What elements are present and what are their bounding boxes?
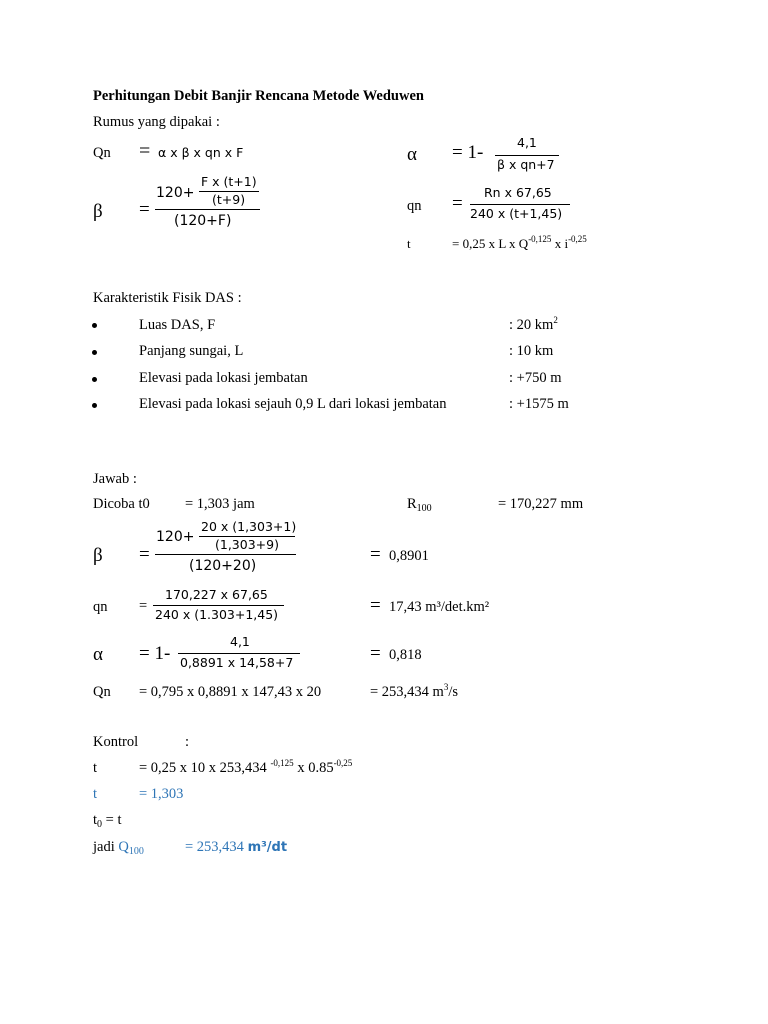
q100-value: = 253,434 m³/dt	[185, 839, 288, 855]
qn-symbol: qn	[407, 198, 422, 214]
fraction-bar	[470, 204, 570, 205]
beta-top-denominator: (1,303+9)	[215, 537, 279, 552]
alpha-numerator: 4,1	[517, 135, 537, 150]
qn-numerator: Rn x 67,65	[484, 185, 552, 200]
das-item-value: : +1575 m	[509, 396, 569, 412]
beta-top-prefix: 120+	[156, 185, 195, 201]
equals-sign: =	[370, 643, 381, 664]
bullet-icon	[92, 323, 97, 328]
alpha-symbol: α	[93, 644, 103, 665]
t-symbol: t	[93, 786, 98, 802]
beta-top-numerator: F x (t+1)	[201, 174, 257, 189]
qn-result: 17,43 m³/det.km²	[389, 599, 490, 615]
qn-numerator: 170,227 x 67,65	[165, 587, 268, 602]
das-item-label: Luas DAS, F	[139, 317, 216, 333]
rumus-label: Rumus yang dipakai :	[93, 114, 220, 130]
beta-result: 0,8901	[389, 548, 429, 564]
das-item-label: Elevasi pada lokasi sejauh 0,9 L dari lokasi jembatan	[139, 396, 447, 412]
qn-formula-lhs: Qn	[93, 145, 111, 161]
beta-top-prefix: 120+	[156, 529, 195, 545]
r100-value: = 170,227 mm	[498, 496, 584, 512]
fraction-bar	[155, 209, 260, 210]
fraction-bar	[155, 554, 296, 555]
equals-sign: =	[370, 595, 381, 616]
kontrol-label: Kontrol	[93, 734, 139, 750]
fraction-bar	[178, 653, 300, 654]
t-formula-rhs: = 0,25 x L x $Q^{-0,125}$ x $i^{-0,25}$	[452, 234, 587, 251]
beta-symbol: β	[93, 201, 103, 222]
beta-denominator: (120+F)	[174, 213, 232, 229]
das-item-value: : 20 $km^2$	[509, 315, 558, 333]
t-symbol: t	[93, 760, 98, 776]
Qn-expression: = 0,795 x 0,8891 x 147,43 x 20	[139, 684, 322, 700]
qn-formula-rhs: α x β x qn x F	[158, 145, 244, 160]
kontrol-colon: :	[185, 734, 190, 750]
beta-denominator: (120+20)	[189, 558, 257, 574]
das-item-value: : +750 m	[509, 370, 562, 386]
t-value: = 1,303	[139, 786, 184, 802]
alpha-one-minus: = 1-	[452, 142, 484, 163]
r100-label: $R_{100}$	[407, 496, 432, 514]
equals-sign: =	[452, 193, 463, 214]
dicoba-label: Dicoba t0	[93, 496, 150, 512]
das-heading: Karakteristik Fisik DAS :	[93, 290, 242, 306]
Qn-result: = 253,434 $m^3/s$	[370, 682, 459, 700]
alpha-symbol: α	[407, 144, 417, 165]
qn-denominator: 240 x (t+1,45)	[470, 206, 563, 221]
page-title: Perhitungan Debit Banjir Rencana Metode Weduwen	[93, 88, 424, 104]
equals-sign: =	[139, 199, 150, 220]
qn-denominator: 240 x (1.303+1,45)	[155, 607, 279, 622]
equals-sign: =	[139, 544, 150, 565]
das-item-label: Elevasi pada lokasi jembatan	[139, 370, 308, 386]
t0-equals-t: $t_0 = t$	[93, 812, 122, 830]
equals-sign: =	[139, 598, 148, 614]
t-symbol: t	[407, 236, 411, 251]
bullet-icon	[92, 377, 97, 382]
das-item-value: : 10 km	[509, 343, 554, 359]
alpha-denominator: β x qn+7	[497, 157, 555, 172]
q100-label: $Q_{100}$	[118, 839, 144, 857]
fraction-bar	[495, 155, 559, 156]
alpha-numerator: 4,1	[230, 634, 250, 649]
alpha-denominator: 0,8891 x 14,58+7	[180, 655, 294, 670]
dicoba-value: = 1,303 jam	[185, 496, 255, 512]
t-expression: = 0,25 x 10 x 253,434 $^{-0,125}$ x $0.85^{-0,25}$	[139, 758, 353, 776]
alpha-result: 0,818	[389, 647, 422, 663]
equals-sign: =	[139, 140, 151, 162]
jawab-heading: Jawab :	[93, 471, 137, 487]
fraction-bar	[153, 605, 284, 606]
beta-top-denominator: (t+9)	[212, 192, 246, 207]
beta-symbol: β	[93, 545, 103, 566]
beta-top-numerator: 20 x (1,303+1)	[201, 519, 297, 534]
das-item-label: Panjang sungai, L	[139, 343, 244, 359]
bullet-icon	[92, 350, 97, 355]
Qn-symbol: Qn	[93, 684, 111, 700]
equals-sign: =	[370, 544, 381, 565]
jadi-line: jadi $Q_{100}$	[93, 839, 144, 857]
qn-symbol: qn	[93, 599, 108, 615]
alpha-one-minus: = 1-	[139, 643, 171, 664]
bullet-icon	[92, 403, 97, 408]
